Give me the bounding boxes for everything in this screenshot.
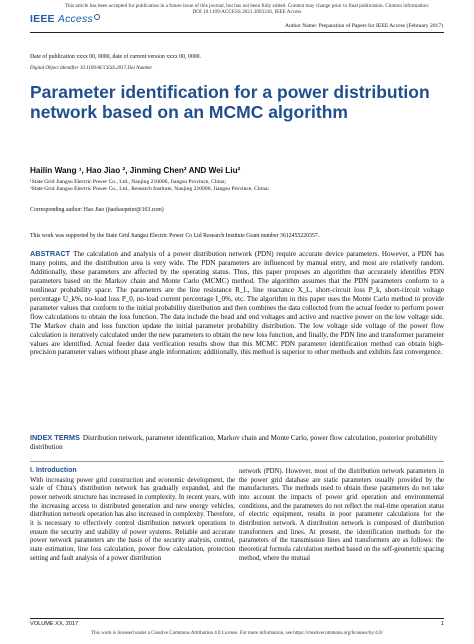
affiliation-1: ¹State Grid Jiangsu Electric Power Co., Ltd., Nanjing 210006, Jiangsu Province, China; <box>30 179 227 185</box>
right-column <box>239 468 444 563</box>
abstract <box>30 250 444 357</box>
doi-line: Digital Object Identifier 10.1109/ACCESS.2017.Doi Number <box>30 66 153 71</box>
paper-title: Parameter identification for a power distribution network based on an MCMC algorithm <box>30 82 430 122</box>
index-terms-text: Distribution network, parameter identification, Markov chain and Monte Carlo, power flow calculation, posterior probability distribution <box>30 434 438 451</box>
running-header: Author Name: Preparation of Papers for IEEE Access (February 2017) <box>285 23 443 29</box>
corresponding-author: Corresponding author: Hao Jiao (jiaohaopeter@163.com) <box>30 207 164 213</box>
abstract-text: The calculation and analysis of a power distribution network (PDN) require accurate device parameters. However, a PDN has many points, and the distribution area is very wide. The PDN parameters are influenced by manual entry, and most are relatively random. Additionally, these parameters are affected by the operating status. Thus, this paper proposes an algorithm that accurately identifies PDN parameters based on the Markov chain and Monte Carlo (MCMC) method. The algorithm assumes that the PDN parameters conform to a nonlinear probability space. The parameters are the line resistance R_L, line reactance X_L, short-circuit loss P_k, short-circuit voltage percentage U_k%, no-load loss P_0, no-load current percentage I_0%, etc. The algorithm in this paper uses the Monte Carlo method to provide parameter values that conform to the initial probability distribution and then combines the data collected from the actual feeder to perform power flow calculations to obtain the loss function. The data include the head and end voltages and active and reactive power on the low voltage side. The Markov chain and loss function update the initial parameter probability distribution. The low voltage side voltage of the power flow calculation is iteratively calculated under the new parameters to obtain the new loss function, and finally, the PDN line and transformer parameter values are identified. Actual feeder data verification results show that this MCMC PDN parameter identification method can obtain high-precision parameter values without phase angle information; additionally, this method is superior to other methods and exhibits fast convergence. <box>30 250 444 357</box>
ieee-access-logo <box>30 13 100 25</box>
page-number: 1 <box>440 621 444 627</box>
header-divider <box>30 32 444 33</box>
section-divider <box>30 461 444 462</box>
affiliation-2: ²State Grid Jiangsu Electric Power Co., Ltd., Research Institute, Nanjing 210006, Jiangsu Province, China; <box>30 186 270 192</box>
logo-mark-icon <box>94 14 100 20</box>
publication-date: Date of publication xxxx 00, 0000, date of current version xxxx 00, 0000. <box>30 54 201 60</box>
footer-divider <box>30 618 444 619</box>
introduction-heading: I. Introduction <box>30 467 77 474</box>
author-list: Hailin Wang ¹, Hao Jiao ², Jinming Chen² AND Wei Liu² <box>30 166 241 175</box>
introduction-right-text: network (PDN). However, most of the distribution network parameters in the power grid database are static parameters usually provided by the manufacturers. The methods used to obtain these parameters do not take into account the impacts of power grid operation and environmental conditions, and the parameters do not reflect the real-time operation status of electric equipment, results in poor parameter calculations for the distribution network. A distribution network is composed of distribution transformers and lines. At present, the identification methods for the parameters of the transmission lines and transformers are as follows: the theoretical formula calculation method based on the self-geometric spacing method, where the mutual <box>239 468 444 562</box>
publication-notice: This article has been accepted for publication in a future issue of this journal, but has not been fully edited. Content may change prior to final publication. Citation information: DOI 10.1109/ACCESS.2021.3093316, IEEE Access <box>64 3 430 16</box>
introduction-left-text: With increasing power grid construction and economic development, the scale of China's distribution network has gradually expanded, and the power network structure has increased in complexity. In recent years, with the increasing access to distributed generation and new energy vehicles, distribution network operation has also increased in complexity. Therefore, it is necessary to effectively control distribution network operations to ensure the security and stability of power systems. Reliable and accurate power network parameters are the basis of the security analysis, control, state estimation, line loss calculation, power flow calculation, protection setting and fault analysis of a power distribution <box>30 476 235 562</box>
left-column <box>30 467 235 563</box>
license-note: This work is licensed under a Creative Commons Attribution 4.0 License. For more information, see https://creativecommons.org/licenses/by/4.0/ <box>91 631 383 636</box>
abstract-label: ABSTRACT <box>30 249 71 258</box>
index-terms <box>30 433 444 452</box>
funding-note: This work was supported by the State Grid Jiangsu Electric Power Co Ltd Research Institute Grant number 3612455220357. <box>30 233 320 239</box>
volume-label: VOLUME XX, 2017 <box>30 621 79 627</box>
brand-access: Access <box>57 13 93 25</box>
index-terms-label: INDEX TERMS <box>30 433 80 442</box>
brand-ieee: IEEE <box>30 13 55 25</box>
